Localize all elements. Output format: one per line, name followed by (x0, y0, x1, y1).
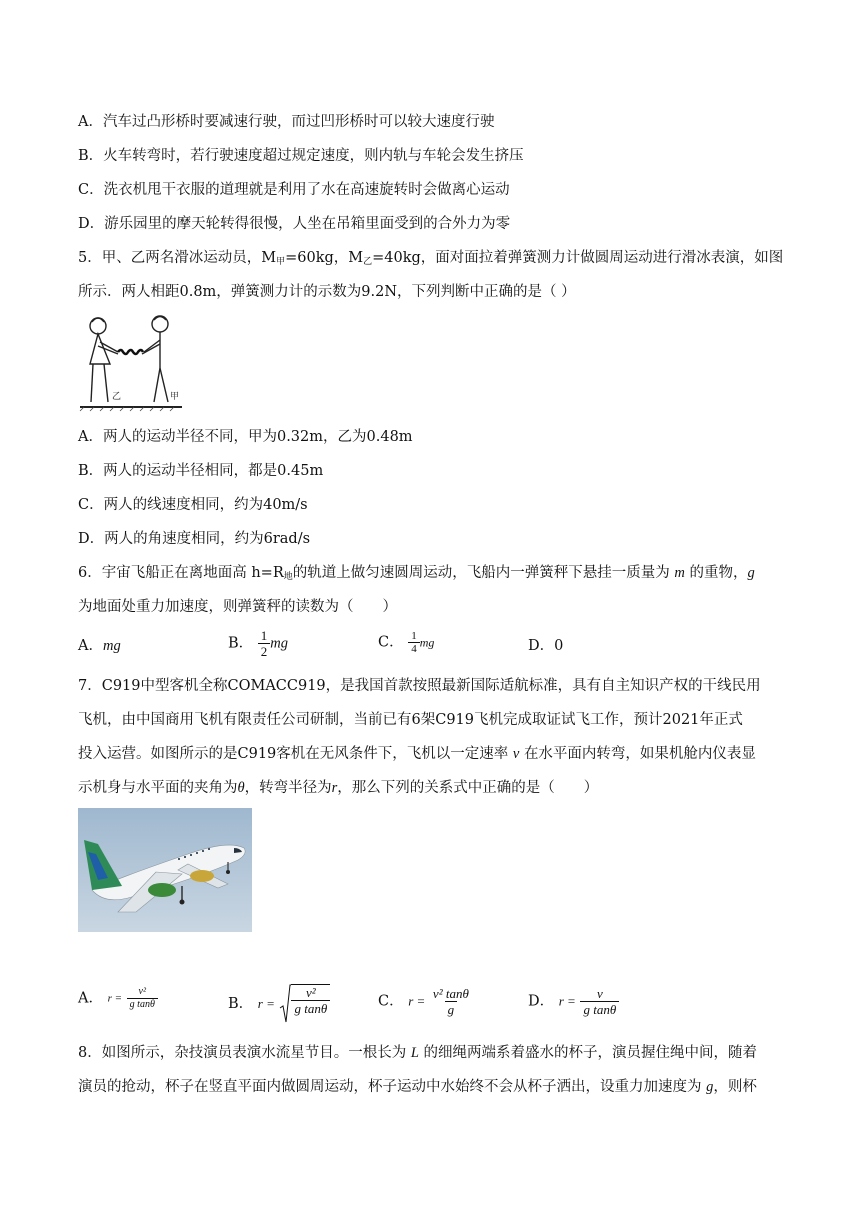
sqrt-expression: $\frac{\text{v²}}{\text{g tanθ}}$ (279, 984, 330, 1024)
q5-option-b: B．两人的运动半径相同，都是0.45m (78, 463, 324, 479)
q5-stem-line2: 所示．两人相距0.8m，弹簧测力计的示数为9.2N，下列判断中正确的是（ ） (78, 284, 576, 300)
q5-option-a: A．两人的运动半径不同，甲为0.32m，乙为0.48m (78, 429, 413, 445)
fig-label-yi: 乙 (112, 392, 122, 402)
q7-stem-line2: 飞机，由中国商用飞机有限责任公司研制，当前已有6架C919飞机完成取证试飞工作，预计2021年正式 (78, 712, 743, 728)
fraction-half: $\frac{1}{2}$ (258, 628, 271, 659)
skaters-figure (78, 312, 186, 412)
q8-stem-line1: 8．如图所示，杂技演员表演水流星节目。一根长为 L 的细绳两端系着盛水的杯子，演员握住绳中间，随着 (78, 1045, 758, 1061)
q6-option-b: B． $\frac{1}{2}$ mg (228, 628, 288, 659)
fraction-a: $\frac{\text{v²}}{\text{g tanθ}}$ (127, 986, 158, 1011)
c919-airplane-photo (78, 808, 252, 932)
q7-option-b: B． r = $\frac{\text{v²}}{\text{g tanθ}}$ (228, 984, 330, 1024)
q7-stem-line4: 示机身与水平面的夹角为θ，转弯半径为r，那么下列的关系式中正确的是（ ） (78, 780, 599, 796)
sqrt-icon (279, 984, 291, 1024)
q7-option-a: A． r = $\frac{\text{v²}}{\text{g tanθ}}$ (78, 986, 158, 1011)
q7-option-d: D． r = $\frac{v}{\text{g tanθ}}$ (528, 986, 619, 1017)
q7-stem-line1: 7．C919中型客机全称COMACC919，是我国首款按照最新国际适航标准，具有自主知识产权的干线民用 (78, 678, 761, 694)
q7-stem-line3: 投入运营。如图所示的是C919客机在无风条件下，飞机以一定速率 v 在水平面内转弯，如果机舱内仪表显 (78, 746, 756, 762)
q6-stem-line1: 6．宇宙飞船正在离地面高 $h=R_地$的轨道上做匀速圆周运动，飞船内一弹簧秤下悬挂一质量为 m 的重物，g (78, 565, 755, 582)
q5-option-c: C．两人的线速度相同，约为40m/s (78, 497, 308, 513)
q4-option-a: A．汽车过凸形桥时要减速行驶，而过凹形桥时可以较大速度行驶 (78, 114, 495, 130)
q6-stem-line2: 为地面处重力加速度，则弹簧秤的读数为（ ） (78, 599, 397, 615)
q4-option-b: B．火车转弯时，若行驶速度超过规定速度，则内轨与车轮会发生挤压 (78, 148, 524, 164)
fig-label-jia: 甲 (170, 392, 180, 402)
q4-option-c: C．洗衣机甩干衣服的道理就是利用了水在高速旋转时会做离心运动 (78, 182, 510, 198)
fraction-c: $\frac{\text{v² tanθ}}{g}$ (432, 986, 469, 1017)
q6-option-c: C． $\frac{1}{4}$ mg (378, 630, 435, 655)
q5-option-d: D．两人的角速度相同，约为6rad/s (78, 531, 311, 547)
fraction-quarter: $\frac{1}{4}$ (408, 630, 420, 655)
q7-option-c: C． r = $\frac{\text{v² tanθ}}{g}$ (378, 986, 472, 1017)
q6-option-a: A．mg (78, 638, 121, 654)
q8-stem-line2: 演员的抢动，杯子在竖直平面内做圆周运动，杯子运动中水始终不会从杯子洒出，设重力加速度为 g，则杯 (78, 1079, 757, 1095)
fraction-d: $\frac{v}{\text{g tanθ}}$ (580, 986, 619, 1017)
q5-stem-line1: 5．甲、乙两名滑冰运动员，$M_甲=60kg$，$M_乙=40kg$，面对面拉着弹簧测力计做圆周运动进行滑冰表演，如图 (78, 250, 784, 267)
q4-option-d: D．游乐园里的摩天轮转得很慢，人坐在吊箱里面受到的合外力为零 (78, 216, 511, 232)
q6-option-d: D．0 (528, 638, 564, 654)
